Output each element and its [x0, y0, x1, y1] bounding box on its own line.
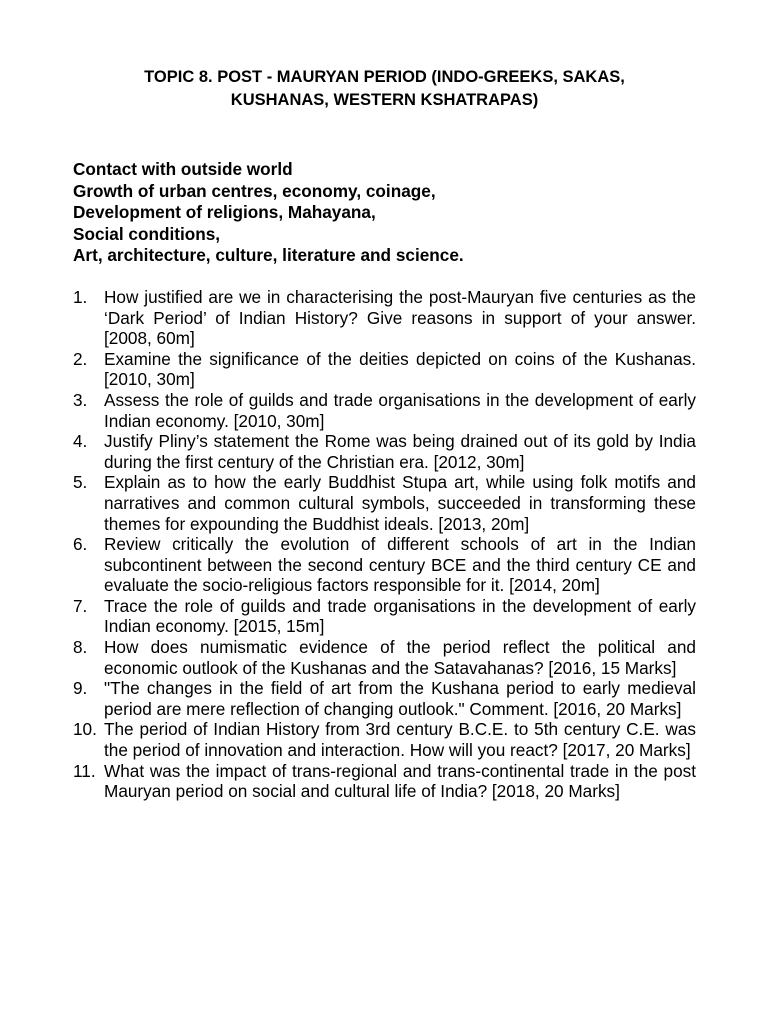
question-item: [73, 287, 696, 349]
question-number: 8.: [73, 637, 88, 658]
question-number: 6.: [73, 534, 88, 555]
question-text: "The changes in the field of art from the Kushana period to early medieval period are mere reflection of changing outlook." Comment. [2016, 20 Marks]: [104, 678, 696, 719]
question-number: 11.: [73, 760, 96, 781]
question-list: [73, 287, 696, 802]
question-text: Assess the role of guilds and trade organisations in the development of early Indian economy. [2010, 30m]: [104, 389, 696, 431]
question-item: [73, 472, 696, 534]
question-number: 7.: [73, 595, 88, 616]
question-item: [73, 637, 696, 678]
question-item: [73, 761, 696, 802]
question-number: 5.: [73, 472, 88, 493]
question-text: Explain as to how the early Buddhist Stupa art, while using folk motifs and narratives and common cultural symbols, succeeded in transforming these themes for expounding the Buddhist ideals. [2013, 20m]: [104, 472, 696, 534]
question-number: 1.: [73, 286, 88, 307]
question-text: How does numismatic evidence of the period reflect the political and economic outlook of the Kushanas and the Satavahanas? [2016, 15 Marks]: [104, 637, 696, 678]
topic-heading: Contact with outside world: [73, 159, 293, 179]
page-title: [85, 66, 685, 112]
question-item: [73, 431, 696, 472]
topic-heading: Growth of urban centres, economy, coinage,: [73, 180, 436, 201]
title-line-2: KUSHANAS, WESTERN KSHATRAPAS): [230, 91, 539, 109]
question-item: [73, 678, 696, 719]
question-number: 4.: [73, 431, 88, 452]
question-number: 2.: [73, 348, 88, 369]
question-text: Examine the significance of the deities depicted on coins of the Kushanas. [2010, 30m]: [104, 348, 696, 390]
question-item: [73, 390, 696, 431]
question-number: 10.: [73, 719, 97, 740]
topic-headings: [73, 159, 696, 267]
question-item: [73, 534, 696, 596]
question-item: [73, 596, 696, 637]
question-text: Review critically the evolution of different schools of art in the Indian subcontinent between the second century BCE and the third century CE and evaluate the socio-religious factors responsible for it. [2014, 20m]: [104, 534, 696, 596]
question-text: Trace the role of guilds and trade organisations in the development of early Indian economy. [2015, 15m]: [104, 595, 696, 637]
topic-heading: Social conditions,: [73, 223, 221, 244]
question-text: The period of Indian History from 3rd century B.C.E. to 5th century C.E. was the period of innovation and interaction. How will you react? [2017, 20 Marks]: [104, 719, 696, 761]
question-text: What was the impact of trans-regional and trans-continental trade in the post Mauryan period on social and cultural life of India? [2018, 20 Marks]: [104, 760, 696, 802]
question-text: How justified are we in characterising the post-Mauryan five centuries as the ‘Dark Period’ of Indian History? Give reasons in support of your answer. [2008, 60m]: [104, 286, 696, 349]
topic-heading: Art, architecture, culture, literature and science.: [73, 245, 464, 266]
question-item: [73, 719, 696, 760]
topic-heading: Development of religions, Mahayana,: [73, 202, 376, 223]
question-text: Justify Pliny’s statement the Rome was being drained out of its gold by India during the first century of the Christian era. [2012, 30m]: [104, 431, 696, 472]
question-item: [73, 349, 696, 390]
title-line-1: TOPIC 8. POST - MAURYAN PERIOD (INDO-GREEKS, SAKAS,: [144, 68, 625, 86]
question-number: 3.: [73, 389, 88, 410]
question-number: 9.: [73, 678, 88, 699]
